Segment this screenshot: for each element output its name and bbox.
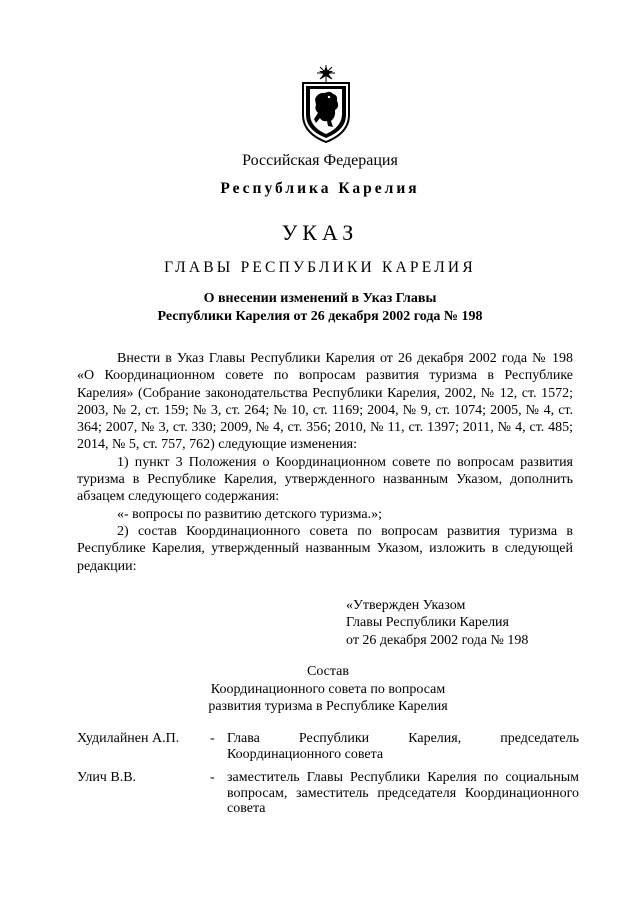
composition-subtitle: развития туризма в Республике Карелия (208, 699, 448, 714)
body-paragraph: 1) пункт 3 Положения о Координационном совете по вопросам развития туризма в Республике Карелия, утвержденного названным Указом, дополнить абзацем следующего содержания: (77, 454, 573, 505)
member-role: заместитель Главы Республики Карелия по социальным вопросам, заместитель председателя Координационного совета (227, 770, 579, 816)
members-list (77, 731, 577, 825)
document-body (77, 350, 573, 575)
body-paragraph: Внести в Указ Главы Республики Карелия от 26 декабря 2002 года № 198 «О Координационном совете по вопросам развития туризма в Республике Карелия» (Собрание законодательства Республики Карелия, 2002, № 12, ст. 1572; 2003, № 2, ст. 159; № 3, ст. 264; № 10, ст. 1169; 2004, № 9, ст. 1074; 2005, № 4, ст. 364; 2007, № 3, ст. 330; 2009, № 4, ст. 356; 2010, № 11, ст. 1397; 2011, № 4, ст. 485; 2014, № 5, ст. 757, 762) следующие изменения: (77, 351, 573, 453)
document-issuer: ГЛАВЫ РЕСПУБЛИКИ КАРЕЛИЯ (164, 259, 476, 276)
document-title: УКАЗ (281, 220, 359, 245)
approval-line: от 26 декабря 2002 года № 198 (346, 632, 529, 648)
subject-line-1: О внесении изменений в Указ Главы (203, 291, 437, 306)
list-item (77, 770, 577, 817)
approval-line: «Утвержден Указом (346, 598, 466, 613)
member-role: Глава Республики Карелия, председатель Координационного совета (227, 731, 579, 762)
country-name: Российская Федерация (242, 152, 398, 169)
karelia-coat-of-arms-icon (300, 65, 352, 143)
body-paragraph: «- вопросы по развитию детского туризма.»; (117, 506, 382, 522)
approval-stamp (346, 597, 576, 649)
member-dash: - (210, 731, 215, 746)
republic-name: Республика Карелия (220, 180, 420, 197)
approval-line: Главы Республики Карелия (346, 615, 509, 631)
body-paragraph: 2) состав Координационного совета по вопросам развития туризма в Республике Карелия, утвержденный названным Указом, изложить в следующей редакции: (77, 523, 573, 574)
subject-line-2: Республики Карелия от 26 декабря 2002 года № 198 (157, 309, 483, 324)
member-dash: - (210, 770, 215, 785)
member-name: Улич В.В. (77, 770, 137, 785)
member-name: Худилайнен А.П. (77, 731, 180, 746)
list-item (77, 731, 577, 762)
composition-subtitle: Координационного совета по вопросам (210, 682, 446, 697)
composition-title: Состав (306, 664, 349, 679)
